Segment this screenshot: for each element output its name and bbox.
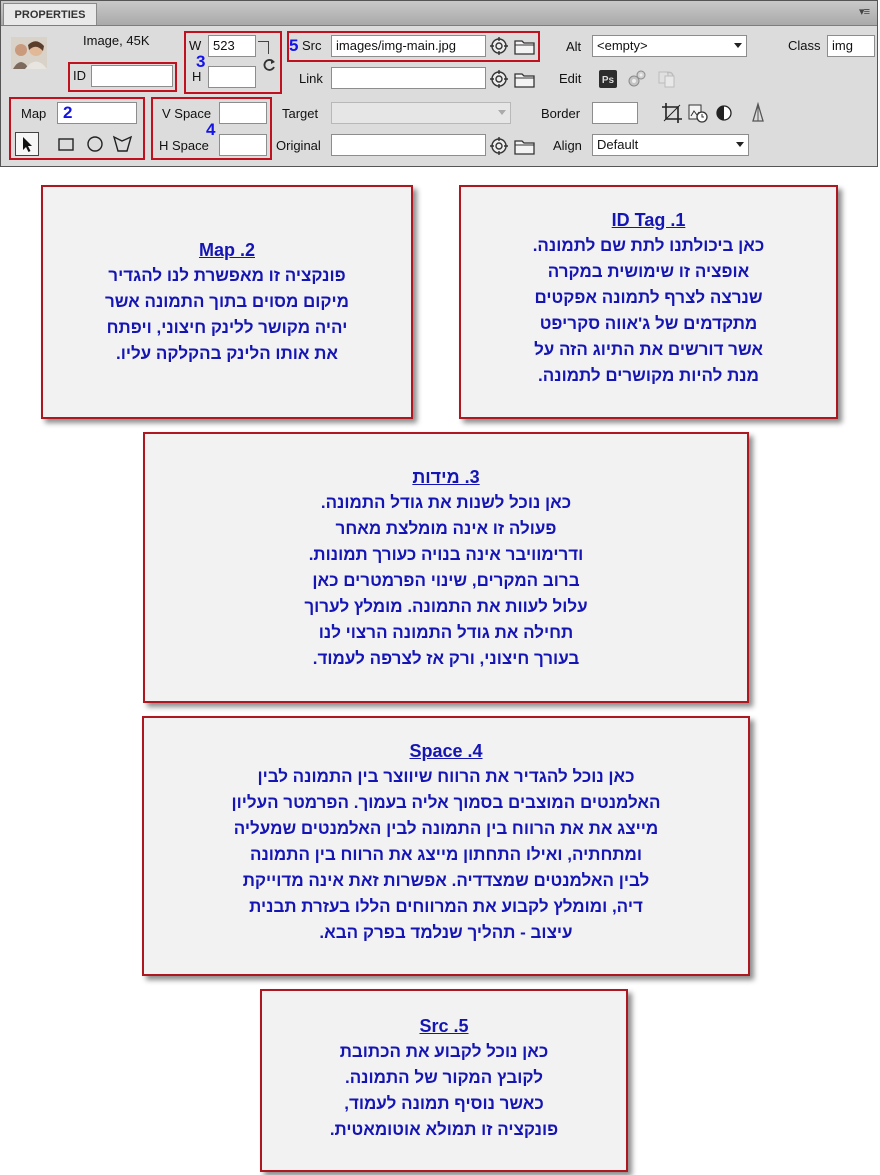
browse-folder-icon[interactable] bbox=[514, 38, 536, 55]
class-label: Class bbox=[788, 38, 821, 53]
image-thumbnail bbox=[11, 37, 47, 69]
sharpen-icon[interactable] bbox=[750, 102, 766, 124]
callout-line: כאן ביכולתנו לתת שם לתמונה. bbox=[532, 236, 765, 255]
callout-line: לבין האלמנטים שמצדדיה. אפשרות זאת אינה מדוייקת bbox=[242, 871, 650, 890]
callout-line: ודרימוויבר אינה בנויה כעורך תמונות. bbox=[308, 545, 584, 564]
resample-icon[interactable] bbox=[687, 102, 709, 124]
callout-line: לקובץ המקור של התמונה. bbox=[344, 1068, 544, 1087]
polygon-hotspot-tool[interactable] bbox=[112, 134, 134, 154]
callout-line: תחילה את גודל התמונה הרצוי לנו bbox=[318, 623, 574, 642]
src-label: Src bbox=[302, 38, 322, 53]
id-label: ID bbox=[73, 68, 86, 83]
callout-title: ID Tag .1 bbox=[611, 210, 686, 230]
callout-line: בעורך חיצוני, ורק אז לצרפה לעמוד. bbox=[312, 649, 580, 668]
vspace-label: V Space bbox=[162, 106, 212, 121]
reset-size-icon[interactable] bbox=[261, 57, 277, 73]
hspace-input[interactable] bbox=[219, 134, 267, 156]
callout-line: פעולה זו אינה מומלצת מאחר bbox=[335, 519, 557, 538]
vspace-input[interactable] bbox=[219, 102, 267, 124]
callout-line: אשר דורשים את התיוג הזה על bbox=[534, 340, 763, 359]
callout-line: דיה, ומומלץ לקבוע את המרווחים הללו בעזרת תבנית bbox=[249, 897, 643, 916]
alt-label: Alt bbox=[566, 39, 582, 54]
callout-line: כאן נוכל לשנות את גודל התמונה. bbox=[320, 493, 572, 512]
callout-line: שנרצה לצרף לתמונה אפקטים bbox=[534, 288, 763, 307]
tab-properties[interactable]: PROPERTIES bbox=[3, 3, 97, 25]
align-chevron-down-icon bbox=[736, 142, 744, 147]
id-input[interactable] bbox=[91, 65, 173, 87]
callout-line: פונקציה זו תמולא אוטומאטית. bbox=[329, 1120, 559, 1139]
brightness-contrast-icon[interactable] bbox=[714, 103, 734, 123]
crop-icon[interactable] bbox=[661, 102, 683, 124]
link-input[interactable] bbox=[331, 67, 486, 89]
callout-line: ברוב המקרים, שינוי הפרמטרים כאן bbox=[312, 571, 580, 590]
callout-line: מנת להיות מקושרים לתמונה. bbox=[538, 366, 759, 385]
original-point-to-file-icon[interactable] bbox=[490, 137, 508, 155]
callout-id-tag bbox=[459, 185, 838, 419]
callout-line: עיצוב - תהליך שנלמד בפרק הבא. bbox=[319, 923, 573, 942]
width-label: W bbox=[189, 38, 202, 53]
target-label: Target bbox=[282, 106, 319, 121]
callout-line: אופציה זו שימושית במקרה bbox=[547, 262, 750, 281]
align-select[interactable] bbox=[592, 134, 749, 156]
marker-3: 3 bbox=[196, 52, 206, 71]
callout-line: פונקציה זו מאפשרת לנו להגדיר bbox=[108, 266, 346, 285]
height-input[interactable] bbox=[208, 66, 256, 88]
align-select-value: Default bbox=[597, 137, 639, 152]
height-label: H bbox=[192, 69, 202, 84]
circle-hotspot-tool[interactable] bbox=[85, 134, 105, 154]
callout-line: את אותו הלינק בהקלקה עליו. bbox=[115, 344, 339, 363]
callout-title: Map .2 bbox=[198, 240, 255, 260]
panel-titlebar bbox=[1, 1, 877, 26]
svg-text:Ps: Ps bbox=[601, 75, 615, 86]
callout-line: עלול לעוות את התמונה. מומלץ לערוך bbox=[304, 597, 588, 616]
edit-label: Edit bbox=[559, 71, 582, 86]
pointer-hotspot-tool[interactable] bbox=[15, 132, 39, 156]
callout-line: מייצג את את הרווח בין התמונה לבין האלמנטים שמעליה bbox=[233, 819, 659, 838]
callout-line: כאן נוכל להגדיר את הרווח שיווצר בין התמונה לבין bbox=[257, 767, 635, 786]
callout-title: Src .5 bbox=[419, 1016, 469, 1036]
marker-2: 2 bbox=[63, 103, 73, 122]
original-browse-folder-icon[interactable] bbox=[514, 138, 536, 155]
panel-menu-icon[interactable]: ▾≡ bbox=[859, 6, 869, 18]
callout-title: 3. מידות bbox=[412, 467, 480, 487]
target-chevron-down-icon bbox=[498, 110, 506, 115]
update-from-original-icon[interactable] bbox=[656, 68, 678, 90]
src-input[interactable]: images/img-main.jpg bbox=[331, 35, 486, 57]
map-label: Map bbox=[21, 106, 47, 121]
callout-title: Space .4 bbox=[409, 741, 483, 761]
marker-4: 4 bbox=[206, 120, 216, 139]
constrain-bracket-icon bbox=[258, 41, 269, 54]
callout-src bbox=[260, 989, 628, 1172]
class-input[interactable]: img bbox=[827, 35, 875, 57]
alt-select[interactable] bbox=[592, 35, 747, 57]
border-label: Border bbox=[541, 106, 581, 121]
properties-panel bbox=[0, 0, 878, 167]
callout-line: כאן נוכל לקבוע את הכתובת bbox=[339, 1042, 549, 1061]
callout-line: ומתחתיה, ואילו התחתון מייצג את הרווח בין התמונה bbox=[249, 845, 643, 864]
link-label: Link bbox=[299, 71, 323, 86]
callout-line: האלמנטים המוצבים בסמוך אליה בעמוך. הפרמטר העליון bbox=[231, 793, 661, 812]
original-label: Original bbox=[276, 138, 321, 153]
border-input[interactable] bbox=[592, 102, 638, 124]
width-input[interactable]: 523 bbox=[208, 35, 256, 57]
target-select[interactable] bbox=[331, 102, 511, 124]
image-info: Image, 45K bbox=[83, 33, 150, 48]
callout-line: יהיה מקושר ללינק חיצוני, ויפתח bbox=[106, 318, 348, 337]
photoshop-edit-icon[interactable] bbox=[598, 69, 618, 89]
callout-line: מיקום מסוים בתוך התמונה אשר bbox=[105, 292, 349, 311]
callout-line: כאשר נוסיף תמונה לעמוד, bbox=[344, 1094, 544, 1113]
link-point-to-file-icon[interactable] bbox=[490, 70, 508, 88]
callout-line: מתקדמים של ג'אווה סקריפט bbox=[539, 314, 758, 333]
optimize-settings-icon[interactable] bbox=[626, 68, 648, 90]
chevron-down-icon bbox=[734, 43, 742, 48]
link-browse-folder-icon[interactable] bbox=[514, 71, 536, 88]
point-to-file-icon[interactable] bbox=[490, 37, 508, 55]
callout-map bbox=[41, 185, 413, 419]
hspace-label: H Space bbox=[159, 138, 209, 153]
callout-dimensions bbox=[143, 432, 749, 703]
callout-space bbox=[142, 716, 750, 976]
original-input[interactable] bbox=[331, 134, 486, 156]
marker-5: 5 bbox=[289, 36, 299, 55]
alt-select-value: <empty> bbox=[597, 38, 648, 53]
rectangle-hotspot-tool[interactable] bbox=[57, 135, 75, 153]
align-label: Align bbox=[553, 138, 582, 153]
